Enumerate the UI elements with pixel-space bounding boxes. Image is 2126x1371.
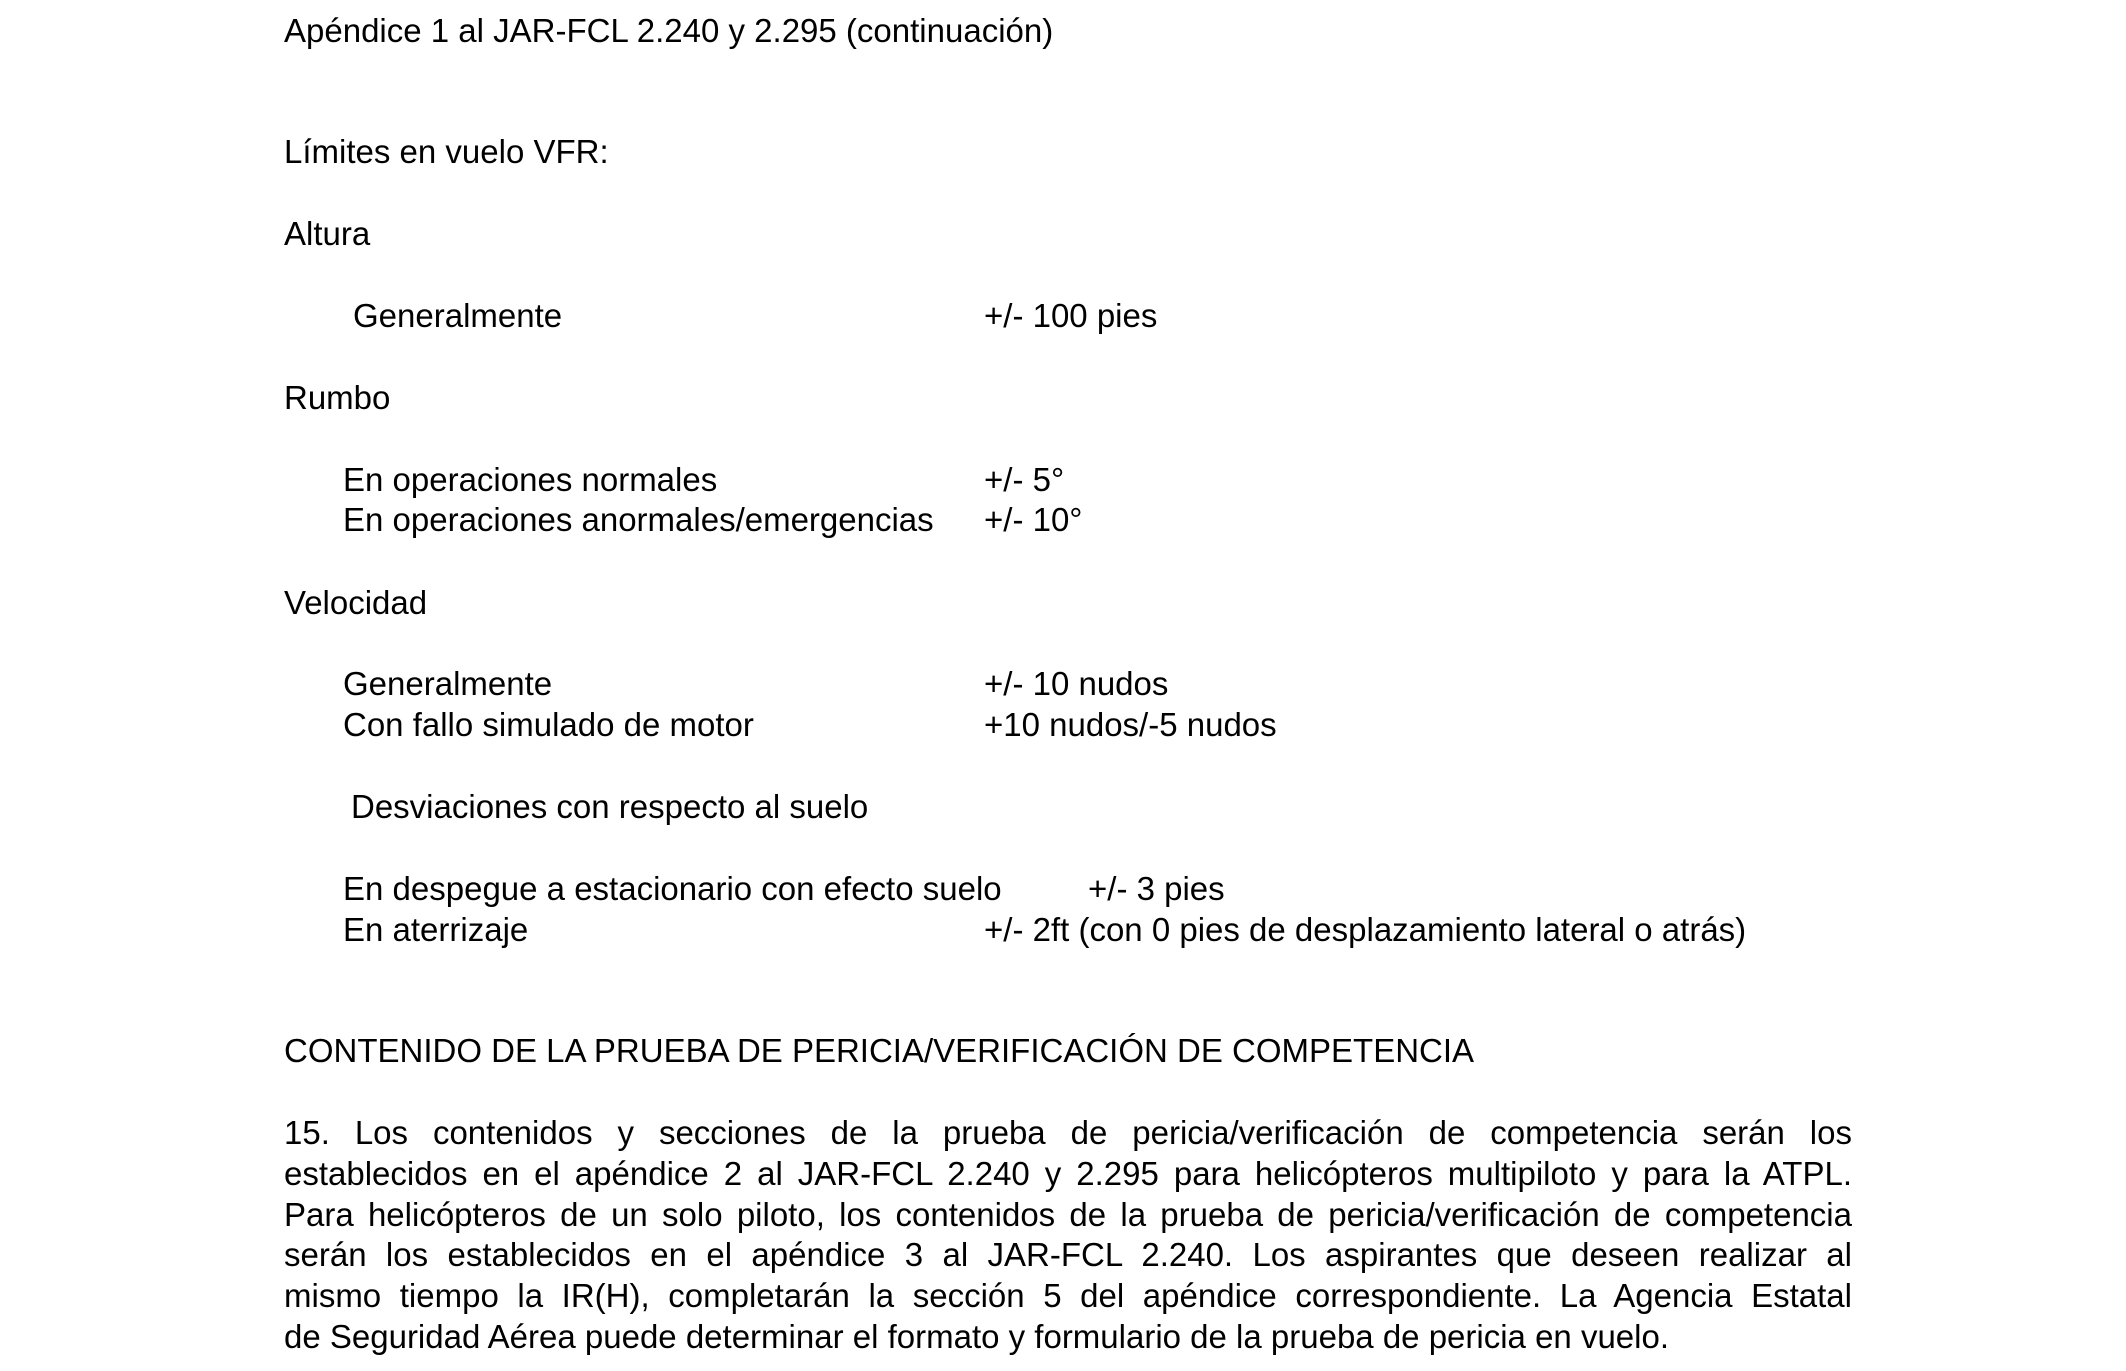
- limit-label: Generalmente: [343, 665, 553, 702]
- limit-value: +10 nudos/-5 nudos: [984, 706, 1277, 743]
- paragraph-line: de Seguridad Aérea puede determinar el formato y formulario de la prueba de pericia en vuelo.: [284, 1317, 1670, 1355]
- limit-row: [353, 296, 1158, 336]
- limit-label: En operaciones anormales/emergencias: [343, 501, 934, 538]
- paragraph-line: serán los establecidos en el apéndice 3 al JAR-FCL 2.240. Los aspirantes que deseen realizar al: [284, 1236, 1852, 1274]
- limit-row: [343, 460, 1065, 500]
- limits-title: Límites en vuelo VFR:: [284, 133, 609, 170]
- limit-row: [343, 910, 1747, 950]
- limit-row: [343, 869, 1225, 909]
- content-paragraph: [284, 1113, 1852, 1358]
- paragraph-line: establecidos en el apéndice 2 al JAR-FCL 2.240 y 2.295 para helicópteros multipiloto y para la ATPL.: [284, 1154, 1852, 1192]
- page-header: Apéndice 1 al JAR-FCL 2.240 y 2.295 (continuación): [284, 12, 1054, 49]
- paragraph-line: mismo tiempo la IR(H), completarán la sección 5 del apéndice correspondiente. La Agencia Estatal: [284, 1277, 1852, 1315]
- limit-value: +/- 5°: [984, 461, 1065, 498]
- section-heading-altura: Altura: [284, 215, 371, 252]
- paragraph-line: 15. Los contenidos y secciones de la prueba de pericia/verificación de competencia serán los: [284, 1114, 1852, 1151]
- limit-label: En operaciones normales: [343, 461, 718, 498]
- paragraph-line: Para helicópteros de un solo piloto, los contenidos de la prueba de pericia/verificación de competencia: [284, 1195, 1852, 1233]
- section-heading-rumbo: Rumbo: [284, 379, 391, 416]
- limit-row: [343, 705, 1277, 745]
- limit-label: Con fallo simulado de motor: [343, 706, 754, 743]
- section-heading-velocidad: Velocidad: [284, 584, 428, 621]
- limit-value: +/- 10°: [984, 501, 1083, 538]
- limit-row: [343, 500, 1083, 540]
- limit-label: Generalmente: [353, 297, 563, 334]
- limit-value: +/- 10 nudos: [984, 665, 1169, 702]
- limit-value: +/- 100 pies: [984, 297, 1158, 334]
- limit-value: +/- 2ft (con 0 pies de desplazamiento lateral o atrás): [984, 911, 1747, 948]
- section-heading-desviaciones: Desviaciones con respecto al suelo: [351, 788, 869, 825]
- content-heading: CONTENIDO DE LA PRUEBA DE PERICIA/VERIFICACIÓN DE COMPETENCIA: [284, 1032, 1475, 1069]
- limit-row: [343, 664, 1169, 704]
- limit-label: En despegue a estacionario con efecto suelo: [343, 870, 1002, 907]
- limit-label: En aterrizaje: [343, 911, 529, 948]
- limit-value: +/- 3 pies: [1088, 870, 1225, 907]
